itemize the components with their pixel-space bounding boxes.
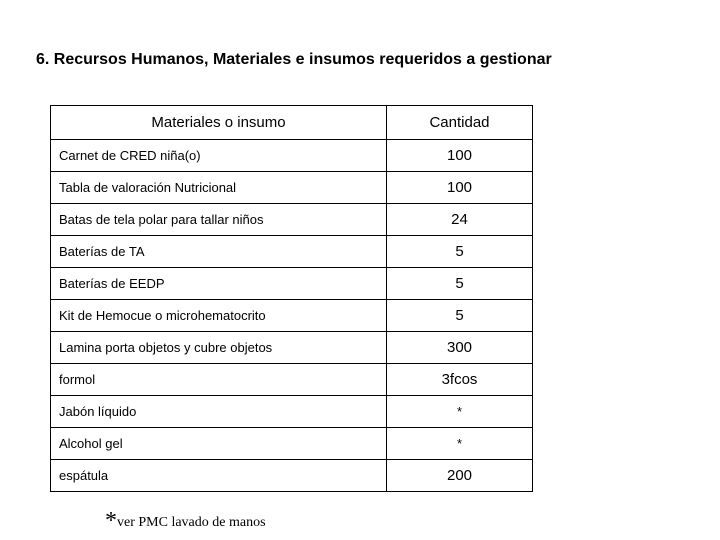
footnote-asterisk: * xyxy=(105,508,117,534)
table-row xyxy=(51,396,533,428)
header-materials: Materiales o insumo xyxy=(51,106,387,140)
item-cell: espátula xyxy=(51,460,387,492)
quantity-cell: * xyxy=(387,396,533,428)
table-row xyxy=(51,428,533,460)
table-row xyxy=(51,332,533,364)
table-row xyxy=(51,140,533,172)
table-row xyxy=(51,364,533,396)
item-cell: Baterías de EEDP xyxy=(51,268,387,300)
item-cell: Baterías de TA xyxy=(51,236,387,268)
item-cell: Lamina porta objetos y cubre objetos xyxy=(51,332,387,364)
item-cell: Tabla de valoración Nutricional xyxy=(51,172,387,204)
item-cell: Alcohol gel xyxy=(51,428,387,460)
quantity-cell: 3fcos xyxy=(387,364,533,396)
item-cell: formol xyxy=(51,364,387,396)
quantity-cell: * xyxy=(387,428,533,460)
table-row xyxy=(51,460,533,492)
footnote xyxy=(105,508,266,535)
table-row xyxy=(51,172,533,204)
quantity-cell: 100 xyxy=(387,172,533,204)
table-row xyxy=(51,204,533,236)
table-row xyxy=(51,236,533,268)
quantity-cell: 100 xyxy=(387,140,533,172)
item-cell: Kit de Hemocue o microhematocrito xyxy=(51,300,387,332)
quantity-cell: 300 xyxy=(387,332,533,364)
item-cell: Batas de tela polar para tallar niños xyxy=(51,204,387,236)
quantity-cell: 200 xyxy=(387,460,533,492)
section-title: 6. Recursos Humanos, Materiales e insumos requeridos a gestionar xyxy=(36,51,552,68)
quantity-cell: 24 xyxy=(387,204,533,236)
quantity-cell: 5 xyxy=(387,236,533,268)
header-quantity: Cantidad xyxy=(387,106,533,140)
quantity-cell: 5 xyxy=(387,268,533,300)
table-row xyxy=(51,300,533,332)
quantity-cell: 5 xyxy=(387,300,533,332)
table-row xyxy=(51,268,533,300)
table-header-row xyxy=(51,106,533,140)
item-cell: Carnet de CRED niña(o) xyxy=(51,140,387,172)
footnote-text: ver PMC lavado de manos xyxy=(117,515,266,530)
materials-table xyxy=(50,105,533,492)
item-cell: Jabón líquido xyxy=(51,396,387,428)
